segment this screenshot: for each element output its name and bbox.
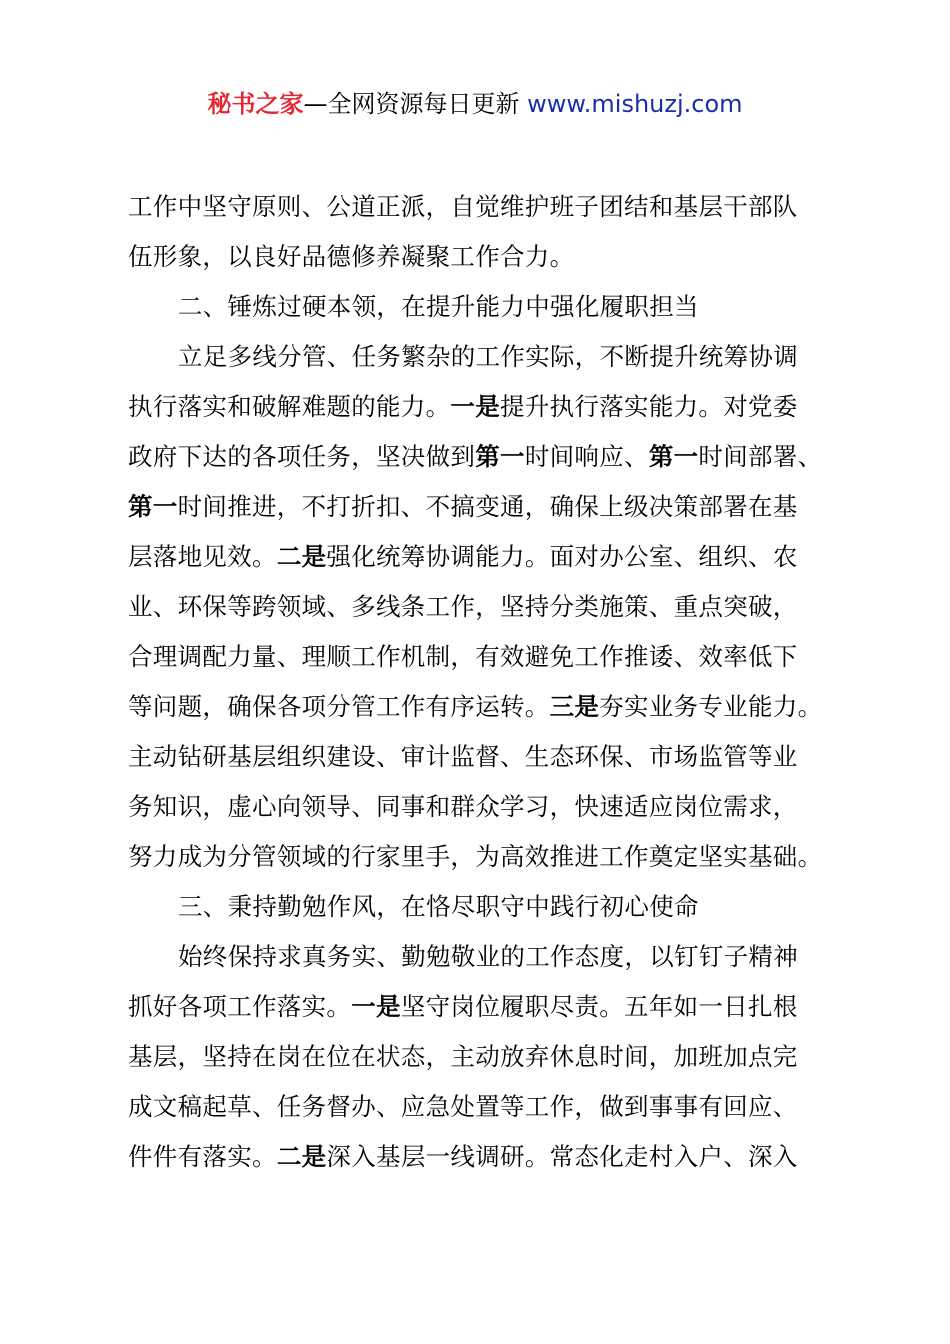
text-segment: 抓好各项工作落实。: [128, 992, 352, 1021]
bold-keyword: 二是: [276, 1142, 327, 1171]
text-line: [128, 632, 838, 682]
text-segment: 时间推进，不打折扣、不搞变通，确保上级决策部署在基: [177, 492, 798, 521]
text-line: [128, 182, 838, 232]
text-segment: 工作中坚守原则、公道正派，自觉维护班子团结和基层干部队: [128, 192, 798, 221]
text-line: [128, 982, 838, 1032]
brand-name: 秘书之家: [207, 90, 304, 118]
text-line: [128, 782, 838, 832]
text-segment: 立足多线分管、任务繁杂的工作实际，不断提升统筹协调: [178, 342, 798, 371]
text-segment: 深入基层一线调研。常态化走村入户、深入: [326, 1142, 798, 1171]
text-segment: 成文稿起草、任务督办、应急处置等工作，做到事事有回应、: [128, 1092, 798, 1121]
bold-keyword: 一是: [450, 392, 501, 421]
text-segment: 三、秉持勤勉作风，在恪尽职守中践行初心使命: [178, 892, 699, 921]
text-line: [128, 932, 838, 982]
text-line: [128, 382, 838, 432]
text-segment: 主动钻研基层组织建设、审计监督、生态环保、市场监管等业: [128, 742, 798, 771]
text-line: [128, 882, 838, 932]
text-segment: 等问题，确保各项分管工作有序运转。: [128, 692, 550, 721]
text-segment: 努力成为分管领域的行家里手，为高效推进工作奠定坚实基础。: [128, 842, 823, 871]
text-segment: 提升执行落实能力。对党委: [500, 392, 798, 421]
text-line: [128, 482, 838, 532]
bold-keyword: 二是: [276, 542, 327, 571]
text-segment: 时间响应、: [524, 442, 649, 471]
page-header: [0, 86, 950, 122]
bold-keyword: 三是: [549, 692, 600, 721]
text-segment: 始终保持求真务实、勤勉敬业的工作态度，以钉钉子精神: [178, 942, 798, 971]
text-segment: 坚守岗位履职尽责。五年如一日扎根: [400, 992, 798, 1021]
text-line: [128, 732, 838, 782]
text-segment: 时间部署、: [698, 442, 823, 471]
website-url[interactable]: www.mishuzj.com: [527, 90, 743, 118]
text-line: [128, 232, 838, 282]
text-line: [128, 582, 838, 632]
bold-keyword: 第一: [648, 442, 699, 471]
text-line: [128, 1082, 838, 1132]
text-segment: 层落地见效。: [128, 542, 277, 571]
text-line: [128, 682, 838, 732]
text-line: [128, 1032, 838, 1082]
document-body: [128, 182, 838, 1182]
text-line: [128, 1132, 838, 1182]
text-segment: 执行落实和破解难题的能力。: [128, 392, 451, 421]
text-line: [128, 432, 838, 482]
text-line: [128, 832, 838, 882]
text-segment: 基层，坚持在岗在位在状态，主动放弃休息时间，加班加点完: [128, 1042, 798, 1071]
bold-keyword: 第一: [128, 492, 178, 521]
text-line: [128, 532, 838, 582]
text-segment: 政府下达的各项任务，坚决做到: [128, 442, 476, 471]
bold-keyword: 一是: [351, 992, 401, 1021]
header-tagline: —全网资源每日更新: [303, 90, 520, 118]
text-line: [128, 332, 838, 382]
text-segment: 强化统筹协调能力。面对办公室、组织、农: [326, 542, 798, 571]
text-segment: 件件有落实。: [128, 1142, 277, 1171]
text-segment: 业、环保等跨领域、多线条工作，坚持分类施策、重点突破，: [128, 592, 798, 621]
text-segment: 务知识，虚心向领导、同事和群众学习，快速适应岗位需求，: [128, 792, 798, 821]
bold-keyword: 第一: [475, 442, 525, 471]
text-segment: 二、锤炼过硬本领，在提升能力中强化履职担当: [178, 292, 699, 321]
text-segment: 夯实业务专业能力。: [599, 692, 823, 721]
text-segment: 合理调配力量、理顺工作机制，有效避免工作推诿、效率低下: [128, 642, 798, 671]
text-segment: 伍形象，以良好品德修养凝聚工作合力。: [128, 242, 575, 271]
text-line: [128, 282, 838, 332]
